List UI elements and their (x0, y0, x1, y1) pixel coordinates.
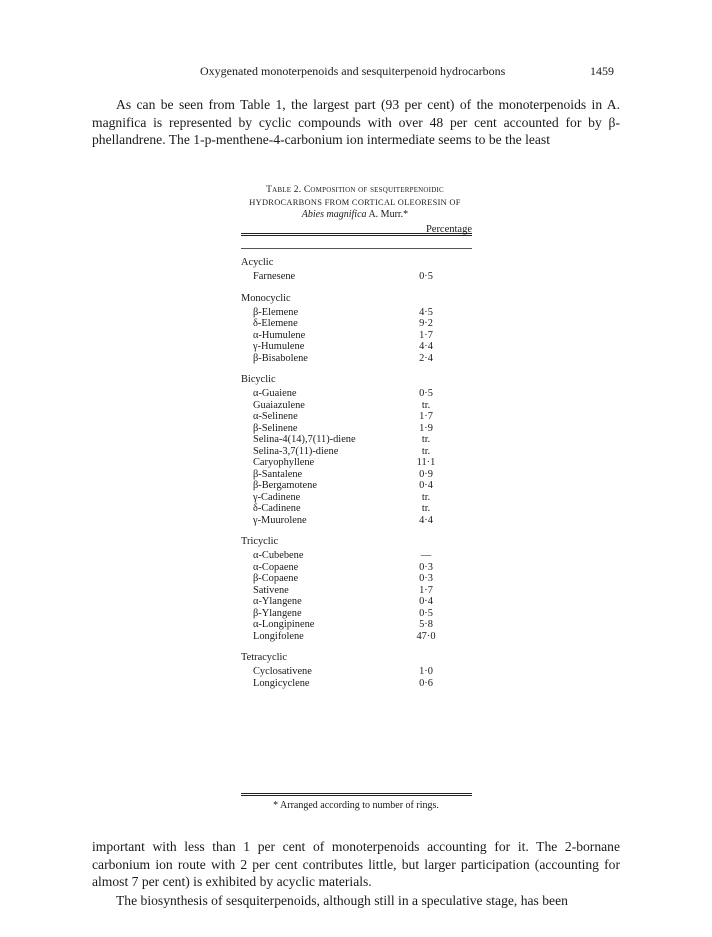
compound-name: β-Elemene (253, 306, 299, 318)
compound-name: β-Selinene (253, 422, 298, 434)
paragraph-2-text: important with less than 1 per cent of monoterpenoids accounting for it. The 2-bornane carbonium ion route with 2 per cent contributes little, but larger participation (accounting for almost 7 per cent) is exhibited by acyclic materials. (92, 839, 620, 889)
column-header (400, 224, 472, 239)
table-footnote: * Arranged according to number of rings. (273, 800, 439, 811)
percentage-value: 1·7 (419, 329, 433, 341)
compound-name: γ-Muurolene (253, 514, 307, 526)
table-body (241, 256, 472, 698)
table-caption-line-1: Table 2. Composition of sesquiterpenoidic (266, 185, 444, 195)
table-row (241, 469, 472, 481)
percentage-value: 2·4 (419, 352, 433, 364)
table-row (241, 434, 472, 446)
table-caption-line-2: HYDROCARBONS FROM CORTICAL OLEORESIN OF (249, 197, 461, 207)
table-row (241, 515, 472, 527)
table-row (241, 608, 472, 620)
compound-name: Selina-4(14),7(11)-diene (253, 434, 356, 445)
table-row (241, 307, 472, 319)
table-group (241, 535, 472, 642)
table-group (241, 651, 472, 689)
percentage-value: tr. (421, 491, 431, 503)
group-label: Tetracyclic (241, 652, 287, 663)
compound-name: α-Humulene (253, 329, 306, 341)
compound-name: β-Bisabolene (253, 352, 308, 364)
compound-name: Selina-3,7(11)-diene (253, 445, 339, 457)
paragraph-3 (92, 892, 620, 910)
table-row (241, 480, 472, 492)
percentage-value: 1·7 (419, 584, 433, 596)
table-caption (240, 184, 470, 222)
percentage-value: 47·0 (416, 630, 436, 642)
compound-name: Longicyclene (253, 677, 310, 689)
group-label: Acyclic (241, 257, 274, 268)
table-row (241, 562, 472, 574)
percentage-value: 0·3 (419, 561, 433, 573)
percentage-value: — (420, 550, 432, 561)
table-caption-authority: A. Murr.* (366, 209, 409, 220)
compound-name: Guaiazulene (253, 399, 305, 411)
compound-name: α-Cubebene (253, 550, 304, 561)
percentage-value: 0·5 (419, 271, 433, 282)
percentage-value: 0·5 (419, 388, 433, 399)
percentage-value: 0·5 (419, 607, 433, 619)
paragraph-3-text: The biosynthesis of sesquiterpenoids, although still in a speculative stage, has been (116, 893, 568, 908)
compound-name: Cyclosativene (253, 666, 312, 677)
percentage-value: 4·4 (419, 341, 433, 352)
table-group (241, 256, 472, 283)
paragraph-1 (92, 96, 620, 149)
table-row (241, 446, 472, 458)
table-row (241, 423, 472, 435)
table-row (241, 492, 472, 504)
table-row (241, 666, 472, 678)
compound-name: δ-Cadinene (253, 503, 301, 514)
page-number: 1459 (590, 64, 614, 78)
paragraph-1-text: As can be seen from Table 1, the largest part (93 per cent) of the monoterpenoids in A. magnifica is represented by cyclic compounds with over 48 per cent accounted for by β-phellandrene. The 1-p-menthene-4-carbonium ion intermediate seems to be the least (92, 97, 620, 147)
percentage-value: 11·1 (416, 457, 436, 468)
table-group (241, 292, 472, 365)
percentage-value: 1·7 (419, 411, 433, 422)
table-row (241, 318, 472, 330)
percentage-value: 4·4 (419, 514, 433, 526)
table-row (241, 550, 472, 562)
percentage-value: tr. (421, 445, 431, 457)
compound-name: α-Selinene (253, 411, 298, 422)
percentage-value: tr. (421, 399, 431, 411)
percentage-value: 9·2 (419, 318, 433, 329)
table-row (241, 619, 472, 631)
table-row (241, 388, 472, 400)
percentage-value: 0·6 (419, 677, 433, 689)
compound-name: Sativene (253, 584, 289, 596)
compound-name: β-Bergamotene (253, 480, 317, 491)
column-header-text: Percentage (425, 224, 472, 235)
table-row (241, 353, 472, 365)
percentage-value: 1·0 (419, 666, 433, 677)
compound-name: β-Copaene (253, 573, 299, 584)
table-row (241, 457, 472, 469)
table-bottom-rule-2 (241, 795, 472, 796)
percentage-value: 0·3 (419, 573, 433, 584)
table-group (241, 373, 472, 526)
table-bottom-rule (241, 793, 472, 794)
compound-name: β-Santalene (253, 468, 303, 480)
compound-name: Farnesene (253, 271, 296, 282)
table-row (241, 400, 472, 412)
compound-name: γ-Cadinene (253, 491, 301, 503)
table-row (241, 271, 472, 283)
compound-name: Caryophyllene (253, 457, 315, 468)
table-header-rule (241, 248, 472, 249)
percentage-value: tr. (421, 503, 431, 514)
group-label: Bicyclic (241, 374, 276, 385)
compound-name: α-Longipinene (253, 619, 315, 630)
table-caption-species: Abies magnifica (301, 209, 367, 220)
running-head (0, 64, 712, 80)
percentage-value: 0·4 (419, 480, 433, 491)
compound-name: δ-Elemene (253, 318, 298, 329)
table-row (241, 341, 472, 353)
running-head-title: Oxygenated monoterpenoids and sesquiterpenoid hydrocarbons (200, 64, 506, 78)
table-row (241, 503, 472, 515)
paragraph-2 (92, 838, 620, 891)
compound-name: α-Ylangene (253, 596, 302, 607)
table-row (241, 411, 472, 423)
table-row (241, 631, 472, 643)
table-row (241, 596, 472, 608)
group-label: Tricyclic (241, 536, 279, 547)
percentage-value: 4·5 (419, 306, 433, 318)
compound-name: Longifolene (253, 630, 304, 642)
percentage-value: tr. (421, 434, 431, 445)
percentage-value: 0·9 (419, 468, 433, 480)
compound-name: α-Guaiene (253, 388, 297, 399)
table-row (241, 585, 472, 597)
compound-name: β-Ylangene (253, 607, 302, 619)
table-row (241, 678, 472, 690)
table-row (241, 330, 472, 342)
percentage-value: 0·4 (419, 596, 433, 607)
percentage-value: 5·8 (419, 619, 433, 630)
compound-name: α-Copaene (253, 561, 299, 573)
percentage-value: 1·9 (419, 422, 433, 434)
table-row (241, 573, 472, 585)
compound-name: γ-Humulene (253, 341, 305, 352)
table-caption-line-3 (240, 209, 470, 222)
group-label: Monocyclic (241, 292, 291, 304)
